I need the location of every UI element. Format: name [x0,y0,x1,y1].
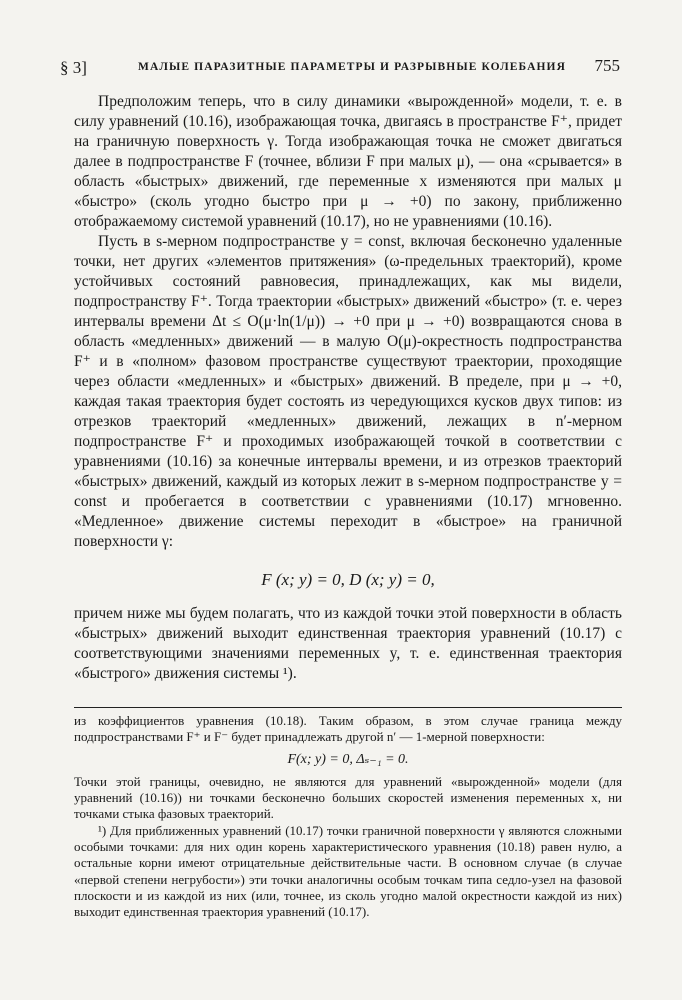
paragraph-2: Пусть в s-мерном подпространстве y = const, включая бесконечно удаленные точки, нет других «элементов притяжения» (ω-предельных траекторий), кроме устойчивых состояний равновесия, принадлежащих, как мы видели, подпространству F⁺. Тогда траектории «быстрых» движений «быстро» (т. е. через интервалы времени Δt ≤ O(μ·ln(1/μ)) → +0 при μ → +0) возвращаются снова в область «медленных» движений — в малую O(μ)-окрестность подпространства F⁺ и в «полном» фазовом пространстве существуют траектории, проходящие через области «медленных» и «быстрых» движений. В пределе, при μ → +0, каждая такая траектория будет состоять из чередующихся кусков двух типов: из отрезков траекторий «медленных» движений, лежащих в n′-мерном подпространстве F⁺ и проходимых изображающей точкой в соответствии с уравнениями (10.16) за конечные интервалы времени, и из отрезков траекторий «быстрых» движений, каждый из которых лежит в s-мерном подпространстве y = const и пробегается в соответствии с уравнениями (10.17) мгновенно. «Медленное» движение системы переходит в «быстрое» на граничной поверхности γ: [74,233,622,550]
footnote-divider [74,707,622,708]
footnote-formula: F(x; y) = 0, Δₛ₋₁ = 0. [287,751,409,767]
footnotes [74,713,622,921]
footnote-1: ¹) Для приближенных уравнений (10.17) точки граничной поверхности γ являются сложными особыми точками: для них один корень характеристического уравнения (10.18) равен нулю, а остальные корни имеют отрицательные действительные части. В основном случае (в случае «первой степени негрубости») эти точки аналогичны особым точкам типа седло-узел на фазовой плоскости и из каждой из них (или, точнее, из сколь угодно малой окрестности каждой из них) выходит единственная траектория уравнений (10.17). [74,822,622,920]
page-header [60,58,620,82]
paragraph-1: Предположим теперь, что в силу динамики «вырожденной» модели, т. е. в силу уравнений (10.16), изображающая точка, двигаясь в пространстве F⁺, придет на граничную поверхность γ. Тогда изображающая точка не сможет двигаться далее в подпространстве F (точнее, вблизи F при малых μ), — она «срывается» в область «быстрых» движений, где переменные x изменяются при малых μ «быстро» (сколь угодно быстро при μ → +0) по закону, приближенно отображаемому системой уравнений (10.17), но не уравнениями (10.16). [74,93,622,230]
footnote-continuation: из коэффициентов уравнения (10.18). Таким образом, в этом случае граница между подпространствами F⁺ и F⁻ будет принадлежать другой n′ — 1-мерной поверхности: [74,713,622,745]
main-text [74,92,622,684]
footnote-continuation-2: Точки этой границы, очевидно, не являются для уравнений «вырожденной» модели (для уравнений (10.16)) ни точками бесконечно больших скоростей изменения переменных x, ни точками стыка фазовых траекторий. [74,773,622,822]
running-head: МАЛЫЕ ПАРАЗИТНЫЕ ПАРАМЕТРЫ И РАЗРЫВНЫЕ КОЛЕБАНИЯ [138,61,566,73]
page-number: 755 [594,56,620,75]
boundary-surface-formula: F (x; y) = 0, D (x; y) = 0, [261,570,435,589]
paragraph-3: причем ниже мы будем полагать, что из каждой точки этой поверхности в область «быстрых» движений выходит единственная траектория уравнений (10.17) с соответствующими значениями переменных y, т. е. единственная траектория «быстрого» движения системы ¹). [74,605,622,682]
section-marker: § 3] [60,58,87,77]
